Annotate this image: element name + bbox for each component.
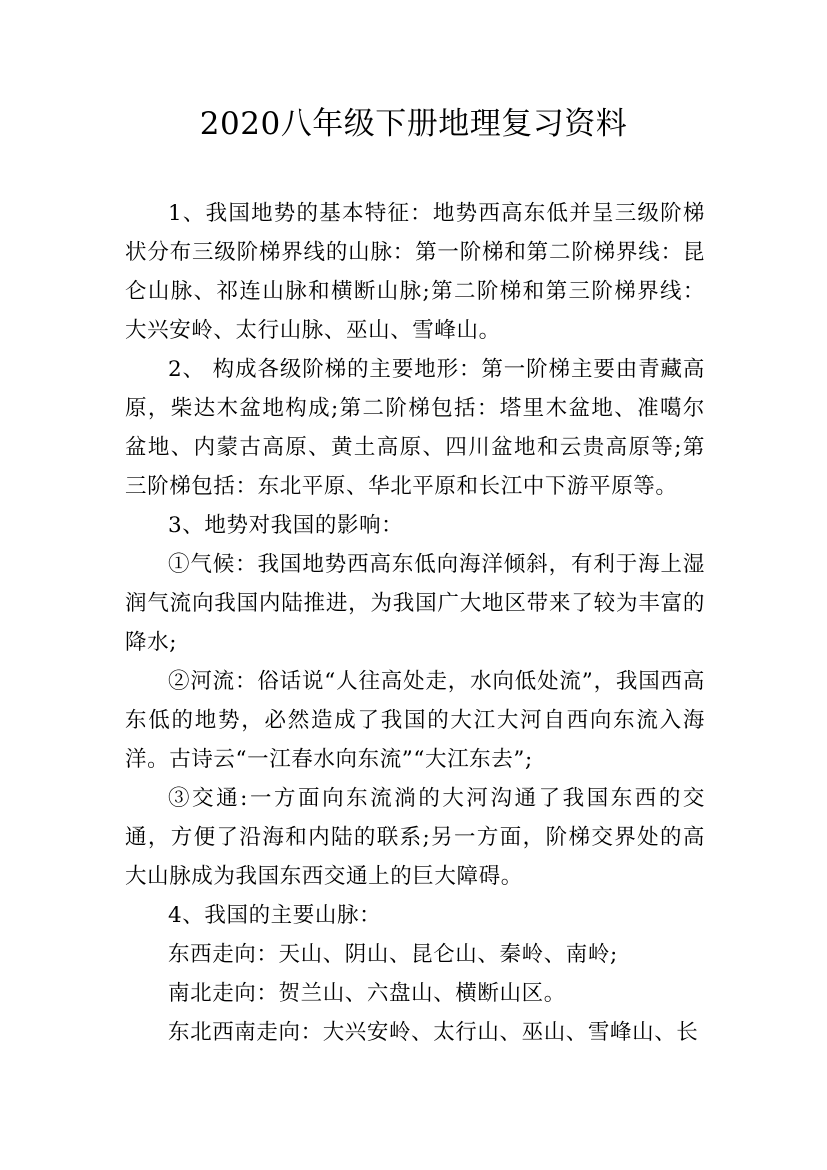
paragraph-east-west-mountains: 东西走向：天山、阴山、昆仑山、秦岭、南岭; [168,942,618,967]
paragraph-landforms: 2、 构成各级阶梯的主要地形：第一阶梯主要由青藏高原，柴达木盆地构成;第二阶梯包括：塔里木盆地、准噶尔盆地、内蒙古高原、黄土高原、四川盆地和云贵高原等;第三阶梯包括：东北平原、华北平原和长江中下游平原等。 [125,357,705,499]
paragraph-mountains-heading: 4、我国的主要山脉： [168,903,382,928]
paragraph-climate: ①气候：我国地势西高东低向海洋倾斜，有利于海上湿润气流向我国内陆推进，为我国广大地区带来了较为丰富的降水; [125,552,705,655]
paragraph-north-south-mountains: 南北走向：贺兰山、六盘山、横断山区。 [168,981,566,1006]
document-body [125,194,705,1052]
paragraph-northeast-southwest-mountains: 东北西南走向：大兴安岭、太行山、巫山、雪峰山、长 [168,1020,699,1045]
document-title: 2020八年级下册地理复习资料 [199,106,628,142]
paragraph-terrain-features: 1、我国地势的基本特征：地势西高东低并呈三级阶梯状分布三级阶梯界线的山脉：第一阶梯和第二阶梯界线：昆仑山脉、祁连山脉和横断山脉;第二阶梯和第三阶梯界线：大兴安岭、太行山脉、巫山、雪峰山。 [125,201,705,343]
paragraph-transport: ③交通:一方面向东流淌的大河沟通了我国东西的交通，方便了沿海和内陆的联系;另一方面，阶梯交界处的高大山脉成为我国东西交通上的巨大障碍。 [125,786,705,889]
paragraph-terrain-impact-heading: 3、地势对我国的影响： [168,513,404,538]
paragraph-rivers: ②河流：俗话说“人往高处走，水向低处流”，我国西高东低的地势，必然造成了我国的大江大河自西向东流入海洋。古诗云“一江春水向东流”“大江东去”; [125,669,705,772]
